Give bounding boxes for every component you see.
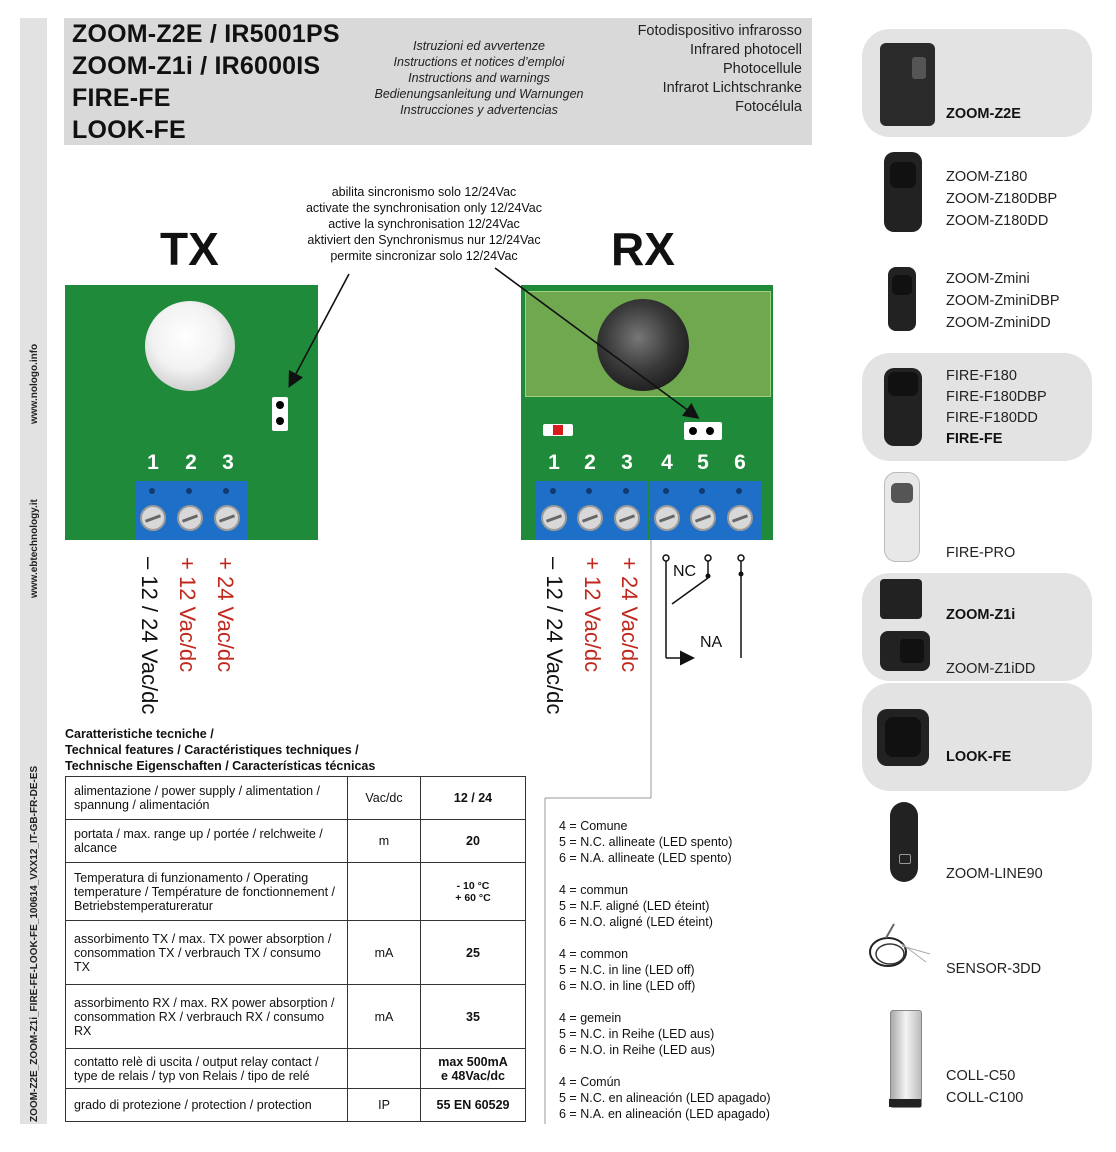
rx-supply-minus-label: – 12 / 24 Vac/dc	[542, 557, 567, 715]
feature-unit: Vac/dc	[348, 777, 421, 820]
photocell-icon	[880, 579, 922, 619]
relay-switch	[672, 578, 708, 604]
features-title: Caratteristiche tecniche / Technical features / Caractéristiques techniques / Technische Eigenschaften / Características técnicas	[65, 727, 376, 773]
instruction-line: Instructions and warnings	[408, 71, 550, 85]
sync-arrow-rx	[495, 268, 697, 417]
feature-unit: mA	[348, 921, 421, 985]
photocell-icon	[880, 631, 930, 671]
table-row	[66, 863, 526, 921]
table-row	[66, 1089, 526, 1122]
sync-note-line: activate the synchronisation only 12/24Vac	[305, 201, 543, 215]
nc-label: NC	[673, 563, 697, 580]
column-icon	[890, 1010, 922, 1108]
sync-note-line: active la synchronisation 12/24Vac	[328, 217, 520, 231]
feature-name: assorbimento TX / max. TX power absorption / consommation TX / verbrauch TX / consumo TX	[66, 921, 348, 985]
table-row	[66, 1049, 526, 1089]
sensor-cable-icon	[866, 922, 932, 976]
product-name: ZOOM-Z1i	[946, 607, 1016, 623]
product-name-group: ZOOM-Zmini ZOOM-ZminiDBP ZOOM-ZminiDD	[946, 271, 1060, 331]
tx-supply-12-label: + 12 Vac/dc	[175, 557, 200, 673]
legend-group-it: 4 = Comune 5 = N.C. allineate (LED spento) 6 = N.A. allineate (LED spento)	[559, 819, 733, 865]
sync-note-line: abilita sincronismo solo 12/24Vac	[331, 185, 517, 199]
model-title: ZOOM-Z1i / IR6000IS	[72, 52, 321, 80]
feature-name: grado di protezione / protection / protection	[66, 1089, 348, 1122]
feature-name: Temperatura di funzionamento / Operating temperature / Température de fonctionnement / Betriebstemperatureratur	[66, 863, 348, 921]
feature-value: 35	[421, 985, 526, 1049]
sync-arrow-tx	[290, 274, 349, 385]
legend-group-gb: 4 = common 5 = N.C. in line (LED off) 6 = N.O. in line (LED off)	[559, 947, 696, 993]
relay-nc-node	[706, 574, 711, 579]
tx-terminal-number: 1	[147, 451, 159, 474]
rx-terminal-number: 2	[584, 451, 596, 474]
side-url-ebtechnology: www.ebtechnology.it	[29, 499, 40, 598]
photocell-icon	[877, 709, 929, 766]
description-line: Infrarot Lichtschranke	[662, 80, 802, 96]
description-line: Fotodispositivo infrarosso	[637, 23, 802, 39]
photocell-icon	[884, 368, 922, 446]
feature-value: 20	[421, 820, 526, 863]
product-name: LOOK-FE	[946, 749, 1012, 765]
feature-value: 12 / 24	[421, 777, 526, 820]
sync-note-line: permite sincronizar solo 12/24Vac	[330, 249, 518, 263]
product-name: SENSOR-3DD	[946, 961, 1042, 977]
photocell-icon	[884, 152, 922, 232]
feature-name: assorbimento RX / max. RX power absorption / consommation RX / verbrauch RX / consumo RX	[66, 985, 348, 1049]
instruction-line: Istruzioni ed avvertenze	[412, 39, 545, 53]
photocell-icon	[890, 802, 918, 882]
rx-terminal-number: 3	[621, 451, 633, 474]
model-title: ZOOM-Z2E / IR5001PS	[72, 20, 340, 48]
feature-name: portata / max. range up / portée / relchweite / alcance	[66, 820, 348, 863]
product-name: ZOOM-LINE90	[946, 866, 1043, 882]
feature-value: 55 EN 60529	[421, 1089, 526, 1122]
model-title: FIRE-FE	[72, 84, 171, 112]
feature-name: alimentazione / power supply / alimentation / spannung / alimentación	[66, 777, 348, 820]
instruction-line: Instructions et notices d’emploi	[393, 55, 565, 69]
product-name: FIRE-PRO	[946, 545, 1016, 561]
feature-value: max 500mA e 48Vac/dc	[421, 1049, 526, 1089]
photocell-icon	[884, 472, 920, 562]
photocell-icon	[888, 267, 916, 331]
instruction-line: Instrucciones y advertencias	[400, 103, 558, 117]
rx-terminal-number: 6	[734, 451, 746, 474]
rx-supply-12-label: + 12 Vac/dc	[580, 557, 605, 673]
table-row	[66, 777, 526, 820]
description-line: Fotocélula	[735, 99, 802, 115]
rx-supply-24-label: + 24 Vac/dc	[617, 557, 642, 673]
tx-label: TX	[160, 223, 219, 275]
tx-terminal-number: 2	[185, 451, 197, 474]
legend-group-es: 4 = Común 5 = N.C. en alineación (LED apagado) 6 = N.A. en alineación (LED apagado)	[559, 1075, 771, 1121]
rx-terminal-number: 1	[548, 451, 560, 474]
legend-group-fr: 4 = commun 5 = N.F. aligné (LED éteint) 6 = N.O. aligné (LED éteint)	[559, 883, 713, 929]
product-name: ZOOM-Z2E	[946, 106, 1021, 122]
tx-terminal-number: 3	[222, 451, 234, 474]
table-row	[66, 921, 526, 985]
feature-unit: m	[348, 820, 421, 863]
product-name-group: COLL-C50 COLL-C100	[946, 1068, 1024, 1106]
photocell-icon	[880, 43, 935, 126]
product-name-group: FIRE-F180 FIRE-F180DBP FIRE-F180DD FIRE-FE	[946, 368, 1047, 447]
feature-value: - 10 °C + 60 °C	[421, 863, 526, 921]
rx-terminal-number: 4	[661, 451, 673, 474]
instruction-line: Bedienungsanleitung und Warnungen	[374, 87, 584, 101]
na-label: NA	[700, 634, 723, 651]
description-line: Infrared photocell	[689, 42, 802, 58]
legend-group-de: 4 = gemein 5 = N.C. in Reihe (LED aus) 6 = N.O. in Reihe (LED aus)	[559, 1011, 715, 1057]
product-name: ZOOM-Z1iDD	[946, 661, 1036, 677]
features-table	[65, 776, 526, 1122]
relay-contact-5	[705, 555, 711, 561]
feature-unit: mA	[348, 985, 421, 1049]
feature-unit	[348, 1049, 421, 1089]
feature-name: contatto relè di uscita / output relay contact / type de relais / typ von Relais / tipo de relé	[66, 1049, 348, 1089]
product-name-group: ZOOM-Z180 ZOOM-Z180DBP ZOOM-Z180DD	[946, 169, 1058, 229]
side-doc-code: ZOOM-Z2E_ZOOM-Z1i_FIRE-FE-LOOK-FE_100614_VXX12_IT-GB-FR-DE-ES	[29, 765, 40, 1122]
relay-contact-4	[663, 555, 669, 561]
relay-na-node	[739, 572, 744, 577]
rx-label: RX	[611, 223, 675, 275]
description-line: Photocellule	[723, 61, 802, 77]
model-title: LOOK-FE	[72, 116, 186, 144]
table-row	[66, 985, 526, 1049]
tx-supply-minus-label: – 12 / 24 Vac/dc	[137, 557, 162, 715]
side-url-nologo: www.nologo.info	[29, 343, 40, 424]
feature-unit	[348, 863, 421, 921]
sync-note-line: aktiviert den Synchronismus nur 12/24Vac	[307, 233, 541, 247]
feature-unit: IP	[348, 1089, 421, 1122]
table-row	[66, 820, 526, 863]
relay-contact-6	[738, 555, 744, 561]
tx-supply-24-label: + 24 Vac/dc	[213, 557, 238, 673]
feature-value: 25	[421, 921, 526, 985]
rx-terminal-number: 5	[697, 451, 709, 474]
